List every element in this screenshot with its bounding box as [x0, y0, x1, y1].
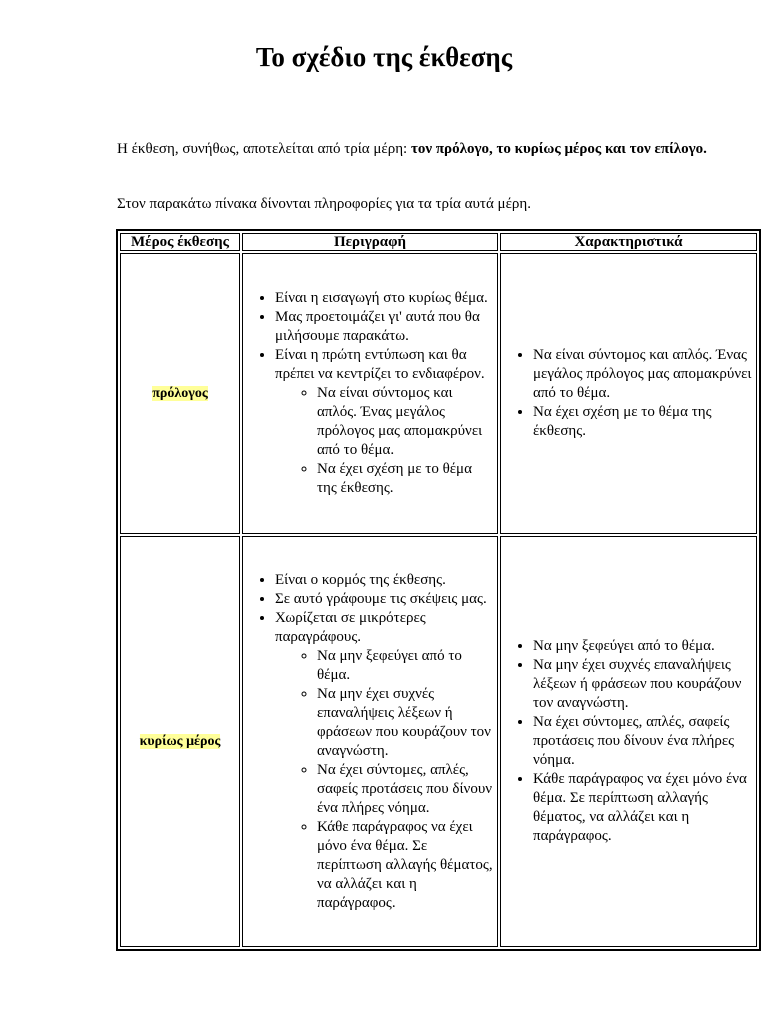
- part-cell: [120, 253, 240, 534]
- essay-plan-table: [116, 229, 761, 951]
- list-item: • Είναι η εισαγωγή στο κυρίως θέμα.: [275, 289, 495, 308]
- intro-text: Η έκθεση, συνήθως, αποτελείται από τρία μέρη:: [117, 141, 411, 157]
- list-item-text: Είναι η πρώτη εντύπωση και θα πρέπει να κεντρίζει το ενδιαφέρον.: [275, 347, 485, 382]
- list-item: • Να είναι σύντομος και απλός. Ένας μεγάλος πρόλογος μας απομακρύνει από το θέμα.: [533, 346, 754, 403]
- description-list: [245, 289, 495, 498]
- table-row: [120, 253, 757, 534]
- part-cell: [120, 536, 240, 947]
- sub-list-item: ◦ Κάθε παράγραφος να έχει μόνο ένα θέμα. Σε περίπτωση αλλαγής θέματος, να αλλάζει και η παράγραφος.: [317, 818, 495, 913]
- intro-bold-text: τον πρόλογο, το κυρίως μέρος και τον επίλογο.: [410, 141, 707, 157]
- table-row: [120, 536, 757, 947]
- characteristics-list: [503, 346, 754, 441]
- characteristics-cell: [500, 253, 757, 534]
- description-cell: [242, 536, 498, 947]
- sub-list-item: ◦ Να μην ξεφεύγει από το θέμα.: [317, 647, 495, 685]
- list-item: • Να έχει σχέση με το θέμα της έκθεσης.: [533, 403, 754, 441]
- sub-list-item: ◦ Να μην έχει συχνές επαναλήψεις λέξεων ή φράσεων που κουράζουν τον αναγνώστη.: [317, 685, 495, 761]
- header-description: Περιγραφή: [242, 233, 498, 251]
- list-item: • Να έχει σύντομες, απλές, σαφείς προτάσεις που δίνουν ένα πλήρες νόημα.: [533, 713, 754, 770]
- sub-list-item: ◦ Να είναι σύντομος και απλός. Ένας μεγάλος πρόλογος μας απομακρύνει από το θέμα.: [317, 384, 495, 460]
- part-label-main-body: κυρίως μέρος: [139, 733, 221, 749]
- list-item: • Μας προετοιμάζει γι' αυτά που θα μιλήσουμε παρακάτω.: [275, 308, 495, 346]
- part-label-prologue: πρόλογος: [152, 385, 208, 401]
- description-list: [245, 571, 495, 913]
- intro-paragraph: [117, 140, 717, 159]
- characteristics-cell: [500, 536, 757, 947]
- sub-list-item: ◦ Να έχει σχέση με το θέμα της έκθεσης.: [317, 460, 495, 498]
- sub-list: [275, 647, 495, 913]
- list-item: • Να μην ξεφεύγει από το θέμα.: [533, 637, 754, 656]
- list-item: • Είναι ο κορμός της έκθεσης.: [275, 571, 495, 590]
- characteristics-list: [503, 637, 754, 846]
- header-characteristics: Χαρακτηριστικά: [500, 233, 757, 251]
- list-item: [275, 346, 495, 498]
- page-title: Το σχέδιο της έκθεσης: [255, 42, 513, 72]
- table-intro-note: Στον παρακάτω πίνακα δίνονται πληροφορίες για τα τρία αυτά μέρη.: [117, 196, 531, 212]
- description-cell: [242, 253, 498, 534]
- sub-list: [275, 384, 495, 498]
- list-item: • Κάθε παράγραφος να έχει μόνο ένα θέμα. Σε περίπτωση αλλαγής θέματος, να αλλάζει και η παράγραφος.: [533, 770, 754, 846]
- list-item: • Να μην έχει συχνές επαναλήψεις λέξεων ή φράσεων που κουράζουν τον αναγνώστη.: [533, 656, 754, 713]
- sub-list-item: ◦ Να έχει σύντομες, απλές, σαφείς προτάσεις που δίνουν ένα πλήρες νόημα.: [317, 761, 495, 818]
- table-header-row: [120, 233, 757, 251]
- list-item: • Σε αυτό γράφουμε τις σκέψεις μας.: [275, 590, 495, 609]
- list-item: [275, 609, 495, 913]
- header-part: Μέρος έκθεσης: [120, 233, 240, 251]
- list-item-text: Χωρίζεται σε μικρότερες παραγράφους.: [275, 609, 426, 645]
